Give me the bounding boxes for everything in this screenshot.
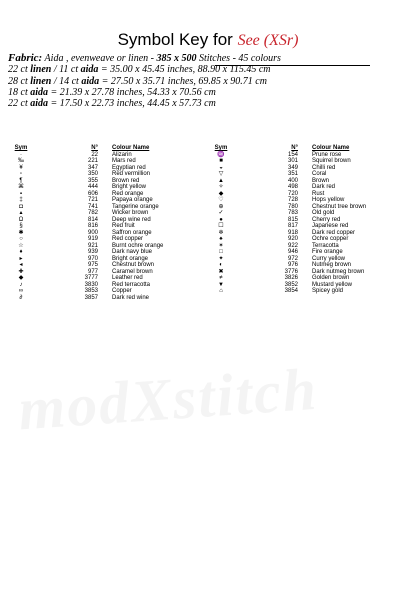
- colour-name: Hops yellow: [312, 197, 345, 203]
- floss-number: 782: [87, 210, 98, 216]
- colour-name: Dark red: [312, 184, 336, 190]
- symbol-glyph: ✶: [218, 242, 224, 249]
- symbol-glyph: ☆: [18, 242, 24, 249]
- floss-number: 400: [287, 177, 298, 184]
- colour-name: Mars red: [112, 158, 136, 164]
- symbol-glyph: ▽: [218, 171, 224, 177]
- symbol-glyph: ▴: [19, 210, 23, 216]
- symbol-glyph: ‰: [18, 158, 24, 164]
- floss-number: 815: [287, 216, 298, 223]
- header-sym: Sym: [14, 145, 28, 151]
- symbol-glyph: Ω: [18, 216, 24, 223]
- symbol-glyph: ◆: [18, 275, 24, 281]
- stitch-count: 385 x 500: [156, 53, 197, 64]
- colour-name: Chilli red: [312, 164, 336, 171]
- floss-number: 816: [87, 223, 98, 229]
- floss-number: 918: [287, 229, 298, 236]
- floss-number: 920: [287, 236, 298, 242]
- symbol-glyph: ○: [19, 236, 23, 242]
- colour-name: Red vermillion: [112, 171, 151, 177]
- symbol-glyph: §: [19, 223, 23, 229]
- colour-name: Egyptian red: [112, 164, 146, 171]
- colour-name: Squirrel brown: [312, 158, 351, 164]
- symbol-glyph: □: [219, 249, 223, 255]
- floss-number: 721: [87, 197, 98, 203]
- colour-name: Brown: [312, 177, 330, 184]
- floss-number: 444: [87, 184, 98, 190]
- floss-number: 3776: [284, 268, 298, 275]
- symbol-glyph: ♒: [217, 151, 225, 158]
- colour-name: Dark navy blue: [112, 249, 153, 255]
- colour-name: Fire orange: [312, 249, 343, 255]
- colour-name: Red fruit: [112, 223, 135, 229]
- key-column-right: [208, 145, 408, 295]
- symbol-glyph: ◐: [219, 262, 223, 268]
- header-colour-name: Colour Name: [112, 145, 150, 151]
- fabric-text: Aida , evenweave or linen -: [42, 53, 157, 64]
- symbol-glyph: ✦: [218, 255, 224, 262]
- floss-number: 3826: [284, 275, 298, 281]
- floss-number: 498: [287, 184, 298, 190]
- symbol-glyph: ✧: [218, 184, 224, 190]
- floss-number: 3830: [84, 281, 98, 288]
- fabric-line: [8, 53, 412, 64]
- colour-name: Old gold: [312, 210, 335, 216]
- floss-number: 780: [287, 203, 298, 210]
- stitch-suffix: Stitches - 45 colours: [196, 53, 281, 64]
- floss-number: 349: [287, 164, 298, 171]
- colour-name: Bright orange: [112, 255, 149, 262]
- floss-number: 3857: [84, 294, 98, 301]
- symbol-glyph: ♠: [219, 236, 223, 242]
- size-line: 28 ct linen / 14 ct aida = 27.50 x 35.71 inches, 69.85 x 90.71 cm: [8, 75, 267, 87]
- colour-name: Chestnut brown: [112, 262, 155, 268]
- colour-name: Japanese red: [312, 223, 349, 229]
- symbol-glyph: ▲: [218, 177, 224, 184]
- header-sym: Sym: [214, 145, 228, 151]
- colour-name: Brown red: [112, 177, 140, 184]
- symbol-glyph: ♡: [218, 197, 224, 203]
- floss-number: 921: [87, 242, 98, 249]
- symbol-glyph: ▸: [19, 255, 23, 262]
- colour-name: Spicey gold: [312, 288, 344, 294]
- symbol-glyph: ✓: [218, 210, 224, 216]
- header-num: N°: [291, 145, 298, 151]
- floss-number: 720: [287, 190, 298, 197]
- colour-name: Golden brown: [312, 275, 350, 281]
- floss-number: 350: [87, 171, 98, 177]
- symbol-glyph: ✱: [18, 229, 24, 236]
- symbol-glyph: ☐: [218, 223, 224, 229]
- colour-name: Saffron orange: [112, 229, 152, 236]
- symbol-glyph: ▪: [19, 190, 23, 197]
- colour-name: Wicker brown: [112, 210, 149, 216]
- symbol-glyph: ♪: [19, 281, 23, 288]
- floss-number: 3852: [284, 281, 298, 288]
- fabric-label: Fabric:: [8, 52, 43, 64]
- floss-number: 946: [287, 249, 298, 255]
- floss-number: 301: [287, 158, 298, 164]
- header-colour-name: Colour Name: [312, 145, 350, 151]
- colour-name: Copper: [112, 288, 132, 294]
- colour-name: Prune rose: [312, 151, 342, 158]
- floss-number: 977: [87, 268, 98, 275]
- symbol-glyph: ●: [219, 216, 223, 223]
- colour-name: Alizarin: [112, 151, 132, 158]
- colour-name: Bright yellow: [112, 184, 147, 190]
- floss-number: 922: [287, 242, 298, 249]
- colour-name: Deep wine red: [112, 216, 151, 223]
- floss-number: 22: [91, 151, 98, 158]
- colour-name: Mustard yellow: [312, 281, 353, 288]
- symbol-glyph: ◆: [218, 190, 224, 197]
- colour-name: Leather red: [112, 275, 143, 281]
- floss-number: 783: [287, 210, 298, 216]
- colour-name: Red orange: [112, 190, 144, 197]
- key-row: [208, 288, 408, 295]
- floss-number: 919: [87, 236, 98, 242]
- colour-name: Terracotta: [312, 242, 339, 249]
- floss-number: 606: [87, 190, 98, 197]
- floss-number: 814: [87, 216, 98, 223]
- colour-name: Cherry red: [312, 216, 341, 223]
- floss-number: 3854: [284, 288, 298, 294]
- colour-name: Dark red copper: [312, 229, 356, 236]
- colour-name: Nutmeg brown: [312, 262, 352, 268]
- symbol-glyph: ¥: [19, 164, 23, 171]
- size-line: 18 ct aida = 21.39 x 27.78 inches, 54.33 x 70.56 cm: [8, 86, 216, 98]
- floss-number: 939: [87, 249, 98, 255]
- page-title: [0, 30, 416, 51]
- fabric-specs: [8, 53, 412, 109]
- symbol-glyph: ✚: [18, 268, 24, 275]
- floss-number: 976: [287, 262, 298, 268]
- floss-number: 817: [287, 223, 298, 229]
- colour-name: Dark nutmeg brown: [312, 268, 365, 275]
- symbol-glyph: ▫: [19, 171, 23, 177]
- floss-number: 355: [87, 177, 98, 184]
- symbol-glyph: ◘: [19, 203, 23, 210]
- symbol-glyph: ❄: [218, 229, 224, 236]
- colour-name: Coral: [312, 171, 327, 177]
- floss-number: 351: [287, 171, 298, 177]
- floss-number: 970: [87, 255, 98, 262]
- floss-number: 972: [287, 255, 298, 262]
- symbol-glyph: ◒: [219, 164, 223, 171]
- header-num: N°: [91, 145, 98, 151]
- colour-name: Chestnut tree brown: [312, 203, 367, 210]
- watermark: [16, 348, 410, 444]
- size-line: 22 ct aida = 17.50 x 22.73 inches, 44.45 x 57.73 cm: [8, 98, 216, 110]
- column-end-rule: [215, 65, 370, 66]
- symbol-glyph: ∞: [18, 288, 24, 294]
- floss-number: 221: [87, 158, 98, 164]
- symbol-glyph: ■: [219, 158, 223, 164]
- symbol-glyph: ⌘: [18, 184, 24, 190]
- floss-number: 3777: [84, 275, 98, 281]
- key-column-left: [8, 145, 208, 301]
- floss-number: 154: [287, 151, 298, 158]
- colour-name: Burnt ochre orange: [112, 242, 164, 249]
- colour-name: Red copper: [112, 236, 144, 242]
- brand-logo: See (XSr): [237, 32, 299, 49]
- symbol-glyph: ·: [20, 151, 22, 158]
- floss-number: 347: [87, 164, 98, 171]
- size-line: 22 ct linen / 11 ct aida = 35.00 x 45.45 inches, 88.90 x 115.45 cm: [8, 64, 271, 76]
- symbol-glyph: ¶: [19, 177, 23, 184]
- colour-name: Tangerine orange: [112, 203, 159, 210]
- colour-name: Caramel brown: [112, 268, 153, 275]
- symbol-glyph: ‡: [19, 197, 23, 203]
- symbol-glyph: ≠: [219, 275, 223, 281]
- colour-name: Dark red wine: [112, 294, 150, 301]
- symbol-glyph: ▼: [218, 281, 224, 288]
- colour-name: Papaya orange: [112, 197, 153, 203]
- key-row: [8, 295, 208, 302]
- symbol-glyph: ♦: [19, 249, 23, 255]
- symbol-glyph: ∂: [19, 294, 23, 301]
- symbol-glyph: ✖: [218, 268, 224, 275]
- colour-name: Red terracotta: [112, 281, 151, 288]
- colour-name: Ochre copper: [312, 236, 349, 242]
- colour-name: Curry yellow: [312, 255, 346, 262]
- symbol-glyph: ⌂: [219, 288, 223, 294]
- symbol-glyph: ◂: [19, 262, 23, 268]
- floss-number: 975: [87, 262, 98, 268]
- title-prefix: Symbol Key for: [117, 30, 233, 49]
- floss-number: 741: [87, 203, 98, 210]
- colour-name: Rust: [312, 190, 325, 197]
- floss-number: 728: [287, 197, 298, 203]
- floss-number: 900: [87, 229, 98, 236]
- symbol-glyph: ⊕: [218, 203, 224, 210]
- floss-number: 3853: [84, 288, 98, 294]
